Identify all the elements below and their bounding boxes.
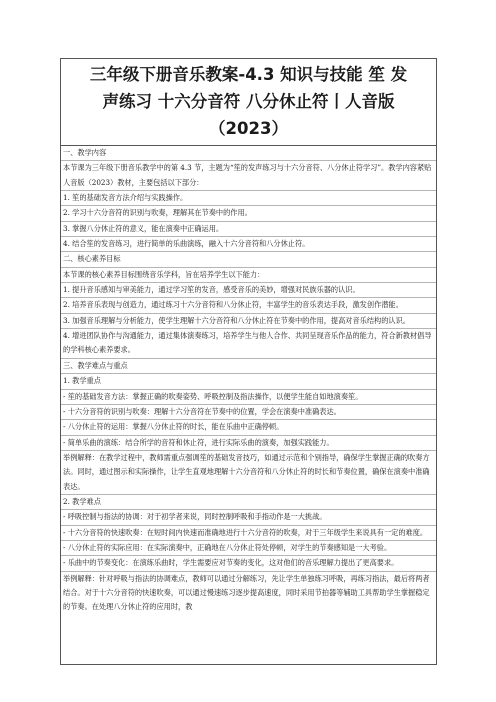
title-line-1: 三年级下册音乐教案-4.3 知识与技能 笙 发 [89,65,408,84]
table-row: 二、核心素养目标 [61,252,436,267]
table-row: - 十六分音符的识别与吹奏：理解十六分音符在节奏中的位置，学会在演奏中准确表达。 [61,405,436,420]
table-row: 1. 教学重点 [61,374,436,389]
table-row: 2. 培养音乐表现与创造力，通过练习十六分音符和八分休止符，丰富学生的音乐表达手段，激发创作潜能。 [61,298,436,313]
table-row: 1. 笙的基础发音方法介绍与实践操作。 [61,191,436,206]
table-row: 举例解释：针对呼吸与指法的协调难点，教师可以通过分解练习，先让学生单独练习呼吸，再练习指法，最后将两者结合。对于十六分音符的快速吹奏，可以通过慢速练习逐步提高速度，同时采用节拍器等辅助工具帮助学生掌握稳定的节奏。在处理八分休止符的应用时，教 [63,573,430,612]
title-line-2: 声练习 十六分音符 八分休止符丨人音版 [102,92,395,111]
table-row: 一、教学内容 [61,146,436,161]
table-row: 1. 提升音乐感知与审美能力，通过学习笙的发音，感受音乐的美妙，增强对民族乐器的认识。 [61,283,436,298]
table-row: 2. 学习十六分音符的识别与吹奏，理解其在节奏中的作用。 [61,206,436,221]
table-row: 4. 增进团队协作与沟通能力，通过集体演奏练习，培养学生与他人合作、共同呈现音乐作品的能力，符合新教材倡导的学科核心素养要求。 [61,329,436,359]
table-row: - 呼吸控制与指法的协调：对于初学者来说，同时控制呼吸和手指动作是一大挑战。 [61,510,436,525]
table-row: 本节课的核心素养目标围绕音乐学科，旨在培养学生以下能力： [61,268,436,283]
table-row: - 八分休止符的实际应用：在实际演奏中，正确地在八分休止符处停顿，对学生的节奏感知是一大考验。 [61,541,436,556]
table-row: - 八分休止符的运用：掌握八分休止符的时长，能在乐曲中正确停顿。 [61,420,436,435]
document-table [60,58,437,665]
table-row: 举例解释：在教学过程中，教师需重点强调笙的基础发音技巧，如通过示范和个别指导，确保学生掌握正确的吹奏方法。同时，通过图示和实际操作，让学生直观地理解十六分音符和八分休止符的时长和节奏位置，确保在演奏中准确表达。 [61,451,436,495]
table-row: 2. 教学难点 [61,495,436,510]
table-row: 本节课为三年级下册音乐教学中的第 4.3 节，主题为“笙的发声练习与十六分音符、八分休止符学习”。教学内容紧贴人音版（2023）教材，主要包括以下部分： [61,161,436,191]
table-row: 3. 加强音乐理解与分析能力，使学生理解十六分音符和八分休止符在节奏中的作用，提高对音乐结构的认识。 [61,314,436,329]
table-row: 三、教学难点与重点 [61,359,436,374]
table-row: - 简单乐曲的演练：结合所学的音符和休止符，进行实际乐曲的演奏，加强实践能力。 [61,436,436,451]
table-row: - 十六分音符的快速吹奏：在短时间内快速而准确地进行十六分音符的吹奏，对于三年级学生来说具有一定的难度。 [61,526,436,541]
document-title [61,59,436,146]
table-row: 4. 结合笙的发音练习，进行简单的乐曲演练，融入十六分音符和八分休止符。 [61,237,436,252]
table-row: - 乐曲中的节奏变化：在演练乐曲时，学生需要应对节奏的变化，这对他们的音乐理解力提出了更高要求。 [61,556,436,571]
table-row: 3. 掌握八分休止符的意义，能在演奏中正确运用。 [61,222,436,237]
content-rows [61,146,436,615]
table-row: - 笙的基础发音方法：掌握正确的吹奏姿势、呼吸控制及指法操作，以便学生能自如地演奏笙。 [61,390,436,405]
title-line-3: （2023） [209,119,288,138]
